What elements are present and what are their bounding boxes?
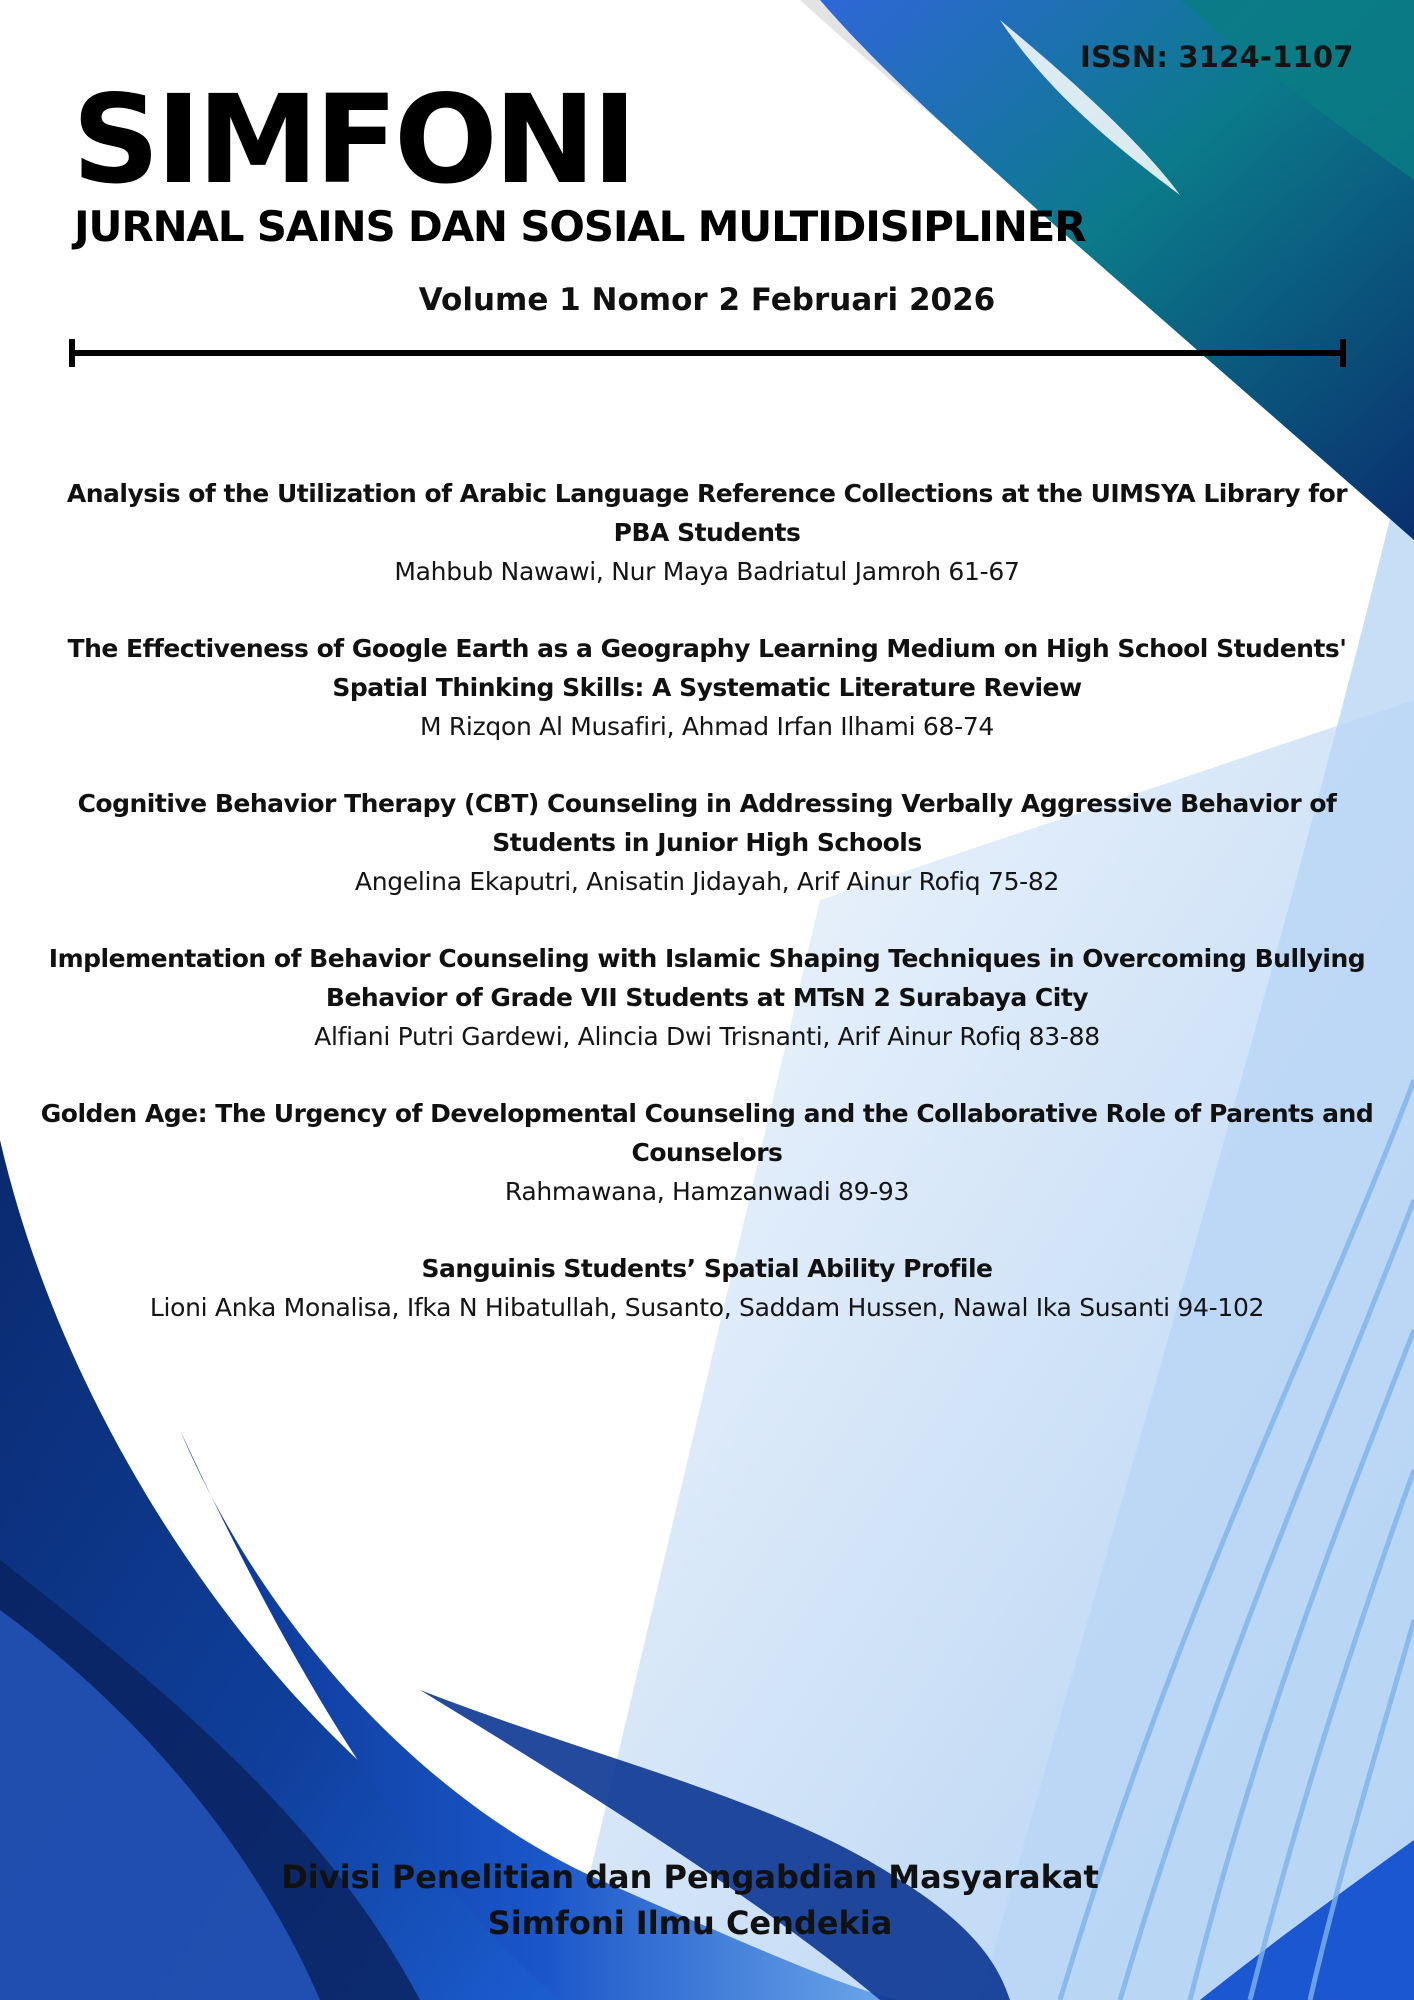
- article-title: Analysis of the Utilization of Arabic Language Reference Collections at the UIMSYA Library for PBA Students: [66, 479, 1348, 547]
- publisher-name: Simfoni Ilmu Cendekia: [487, 1904, 893, 1942]
- article-authors-pages: Rahmawana, Hamzanwadi 89-93: [504, 1177, 910, 1206]
- publisher-block: [0, 1854, 1380, 1946]
- header-divider: [69, 339, 1346, 367]
- article-authors-pages: M Rizqon Al Musafiri, Ahmad Irfan Ilhami 68-74: [419, 712, 995, 741]
- volume-issue-label: Volume 1 Nomor 2 Februari 2026: [418, 282, 996, 318]
- article-authors-pages: Mahbub Nawawi, Nur Maya Badriatul Jamroh 61-67: [394, 557, 1020, 586]
- article-entry: [40, 474, 1374, 591]
- publisher-division: Divisi Penelitian dan Pengabdian Masyarakat: [281, 1858, 1099, 1896]
- issn-label: ISSN: 3124-1107: [1080, 40, 1354, 74]
- article-entry: [40, 1094, 1374, 1211]
- article-title: Implementation of Behavior Counseling with Islamic Shaping Techniques in Overcoming Bullying Behavior of Grade VII Students at MTsN 2 Surabaya City: [48, 944, 1366, 1012]
- divider-cap-right: [1340, 339, 1346, 367]
- divider-bar: [69, 350, 1346, 356]
- article-entry: [40, 1249, 1374, 1327]
- table-of-contents: [40, 474, 1374, 1365]
- journal-title: SIMFONI: [72, 69, 634, 211]
- article-entry: [40, 939, 1374, 1056]
- article-authors-pages: Angelina Ekaputri, Anisatin Jidayah, Arif Ainur Rofiq 75-82: [354, 867, 1060, 896]
- article-title: The Effectiveness of Google Earth as a Geography Learning Medium on High School Students' Spatial Thinking Skills: A Systematic Literature Review: [67, 634, 1347, 702]
- article-title: Golden Age: The Urgency of Developmental Counseling and the Collaborative Role of Parents and Counselors: [40, 1099, 1374, 1167]
- divider-cap-left: [69, 339, 75, 367]
- article-title: Cognitive Behavior Therapy (CBT) Counseling in Addressing Verbally Aggressive Behavior of Students in Junior High Schools: [77, 789, 1337, 857]
- article-authors-pages: Lioni Anka Monalisa, Ifka N Hibatullah, Susanto, Saddam Hussen, Nawal Ika Susanti 94-102: [149, 1293, 1265, 1322]
- article-authors-pages: Alfiani Putri Gardewi, Alincia Dwi Trisnanti, Arif Ainur Rofiq 83-88: [314, 1022, 1100, 1051]
- journal-subtitle: JURNAL SAINS DAN SOSIAL MULTIDISIPLINER: [74, 202, 1086, 251]
- article-entry: [40, 784, 1374, 901]
- article-entry: [40, 629, 1374, 746]
- article-title: Sanguinis Students’ Spatial Ability Profile: [421, 1254, 993, 1283]
